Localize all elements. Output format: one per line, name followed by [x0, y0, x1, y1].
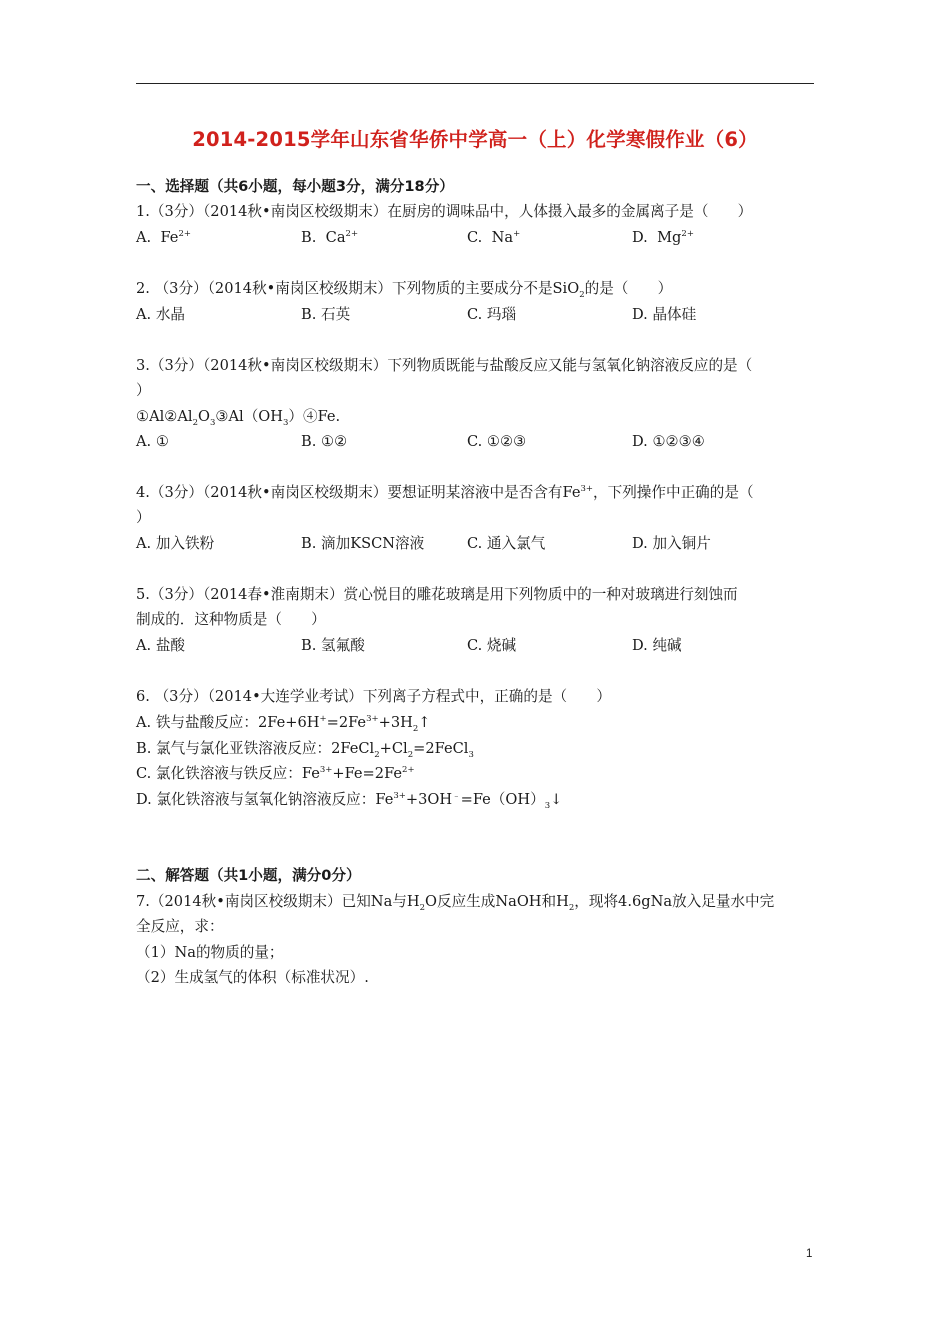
page-number: 1 — [806, 1248, 813, 1260]
header-rule — [136, 83, 814, 84]
question-1-option-d: D. $Mg^{2+}$ — [632, 229, 694, 246]
question-1-option-b: B. $Ca^{2+}$ — [301, 229, 359, 246]
question-3-option-b: B. ①② — [301, 433, 348, 450]
question-4-option-c: C. 通入氯气 — [467, 535, 546, 552]
question-6-option-b: B. 氯气与氯化亚铁溶液反应：$2FeCl_2+Cl_2=2FeCl_3$ — [136, 740, 474, 760]
question-6-option-c: C. 氯化铁溶液与铁反应：$Fe^{3+}+Fe=2Fe^{2+}$ — [136, 765, 415, 782]
question-1-option-c: C. Na+ — [467, 229, 521, 246]
question-2-option-d: D. 晶体硅 — [632, 306, 697, 323]
question-5-stem: 5.（3分）（2014春•淮南期末）赏心悦目的雕花玻璃是用下列物质中的一种对玻璃进行刻蚀而 — [136, 586, 738, 603]
question-2-stem: 2. （3分）（2014秋•南岗区校级期末）下列物质的主要成分不是SiO$_2$的是（ ） — [136, 280, 673, 300]
question-2-option-a: A. 水晶 — [136, 306, 186, 323]
question-5-stem-cont: 制成的．这种物质是（ ） — [136, 611, 326, 628]
question-3-option-d: D. ①②③④ — [632, 433, 705, 450]
question-7-part-1: （1）Na的物质的量； — [136, 944, 284, 961]
question-1-option-a: A. $Fe^{2+}$ — [136, 229, 191, 246]
question-1-stem: 1.（3分）（2014秋•南岗区校级期末）在厨房的调味品中，人体摄入最多的金属离子是（ ） — [136, 203, 753, 220]
question-4-stem: 4.（3分）（2014秋•南岗区校级期末）要想证明某溶液中是否含有$Fe^{3+}$，下列操作中正确的是（ — [136, 484, 754, 501]
question-7-part-2: （2）生成氢气的体积（标准状况）. — [136, 969, 369, 986]
question-3-items: $①Al②Al_2O_3③Al(OH_3)④Fe$. — [136, 408, 341, 428]
question-5-option-b: B. 氢氟酸 — [301, 637, 365, 654]
section-1-heading: 一、选择题（共6小题，每小题3分，满分18分） — [136, 178, 454, 195]
question-3-option-a: A. ① — [136, 433, 169, 450]
question-3-stem-cont: ） — [136, 382, 151, 399]
question-4-option-a: A. 加入铁粉 — [136, 535, 215, 552]
question-6-option-d: D. 氯化铁溶液与氢氧化钠溶液反应：$Fe^{3+}+3OH^﹣=Fe(OH)_3↓$ — [136, 791, 563, 811]
question-2-option-b: B. 石英 — [301, 306, 351, 323]
question-2-option-c: C. 玛瑙 — [467, 306, 517, 323]
page-title: 2014-2015学年山东省华侨中学高一（上）化学寒假作业（6） — [192, 128, 758, 151]
question-5-option-a: A. 盐酸 — [136, 637, 186, 654]
question-5-option-d: D. 纯碱 — [632, 637, 682, 654]
section-2-heading: 二、解答题（共1小题，满分0分） — [136, 867, 361, 884]
question-6-option-a: A. 铁与盐酸反应：$2Fe+6H^+=2Fe^{3+}+3H_2↑$ — [136, 714, 431, 734]
question-5-option-c: C. 烧碱 — [467, 637, 517, 654]
question-4-stem-cont: ） — [136, 509, 151, 526]
question-7-stem-cont: 全反应，求： — [136, 918, 224, 935]
question-7-stem: 7.（2014秋•南岗区校级期末）已知Na与$H_2O$反应生成NaOH和$H_2$，现将4.6gNa放入足量水中完 — [136, 893, 775, 913]
question-3-option-c: C. ①②③ — [467, 433, 527, 450]
question-4-option-d: D. 加入铜片 — [632, 535, 711, 552]
question-4-option-b: B. 滴加KSCN溶液 — [301, 535, 425, 552]
question-3-stem: 3.（3分）（2014秋•南岗区校级期末）下列物质既能与盐酸反应又能与氢氧化钠溶液反应的是（ — [136, 357, 753, 374]
question-6-stem: 6. （3分）（2014•大连学业考试）下列离子方程式中，正确的是（ ） — [136, 688, 611, 705]
